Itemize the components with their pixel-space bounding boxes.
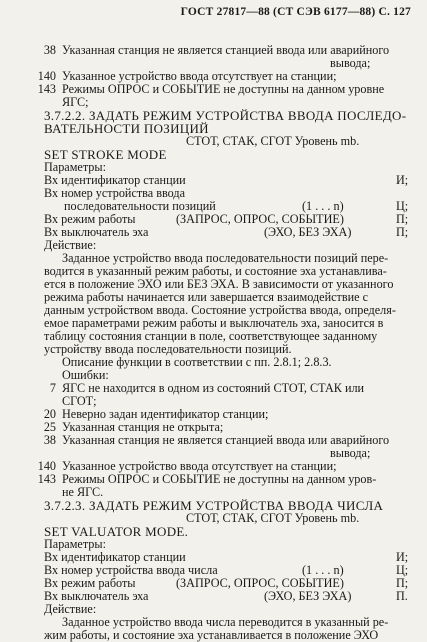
param-type: И; [396, 550, 409, 564]
param-range: (ЭХО, БЕЗ ЭХА) [264, 225, 352, 239]
function-name: SET STROKE MODE [44, 147, 167, 162]
action-text: устройству ввода последовательности позиций. [44, 342, 292, 356]
param-name: Вх номер устройства ввода [44, 186, 186, 200]
param-type: Ц; [396, 199, 409, 213]
error-code: 20 [43, 407, 56, 421]
error-text: ЯГС; [62, 95, 89, 109]
param-range: (1 . . . n) [302, 199, 344, 213]
page-content [0, 44, 427, 642]
function-name: SET VALUATOR MODE. [44, 524, 189, 539]
error-text: Указанное устройство ввода отсутствует на станции; [62, 69, 337, 83]
error-code: 7 [49, 381, 56, 395]
states-level: СТОТ, СТАК, СГОТ Уровень mb. [186, 134, 360, 148]
error-text: Указанное устройство ввода отсутствует на станции; [62, 459, 337, 473]
error-code: 140 [37, 69, 56, 83]
param-range: (ЗАПРОС, ОПРОС, СОБЫТИЕ) [176, 212, 344, 226]
param-type: П; [396, 212, 409, 226]
params-heading: Параметры: [44, 160, 106, 174]
action-text: данным устройством ввода. Состояние устройства ввода, определя- [44, 303, 396, 317]
param-name: Вх идентификатор станции [44, 550, 186, 564]
error-text: вывода; [330, 446, 371, 460]
error-text: Указанная станция не является станцией ввода или аварийного [62, 433, 390, 447]
error-text: Указанная станция не открыта; [62, 420, 224, 434]
param-type: П; [396, 576, 409, 590]
param-name: Вх идентификатор станции [44, 173, 186, 187]
error-code: 143 [37, 472, 56, 486]
function-description-ref: Описание функции в соответствии с пп. 2.8.1; 2.8.3. [62, 355, 332, 369]
states-level: СТОТ, СТАК, СГОТ Уровень mb. [186, 511, 360, 525]
params-heading: Параметры: [44, 537, 106, 551]
action-text: режима работы начинается или завершается взаимодействие с [44, 290, 368, 304]
action-text: ется в положение ЭХО или БЕЗ ЭХА. В зависимости от указанного [44, 277, 394, 291]
section-title: ВАТЕЛЬНОСТИ ПОЗИЦИЙ [44, 121, 209, 136]
error-text: СГОТ; [62, 394, 97, 408]
param-type: П; [396, 225, 409, 239]
action-text: Заданное устройство ввода числа переводится в указанный ре- [62, 615, 389, 629]
action-text: водится в указанный режим работы, и состояние эха устанавлива- [44, 264, 387, 278]
action-text: жим работы, и состояние эха устанавливается в положение ЭХО [44, 628, 379, 642]
action-heading: Действие: [44, 238, 97, 252]
param-type: И; [396, 173, 409, 187]
error-code: 140 [37, 459, 56, 473]
page-header: ГОСТ 27817—88 (СТ СЭВ 6177—88) С. 127 [180, 6, 411, 18]
error-text: Режимы ОПРОС и СОБЫТИЕ не доступны на данном уровне [62, 82, 385, 96]
param-name: Вх режим работы [44, 576, 136, 590]
action-text: Заданное устройство ввода последовательности позиций пере- [62, 251, 389, 265]
error-code: 143 [37, 82, 56, 96]
action-text: емое параметрами режим работы и выключатель эха, заносится в [44, 316, 384, 330]
error-text: не ЯГС. [62, 485, 104, 499]
error-text: Режимы ОПРОС и СОБЫТИЕ не доступны на данном уров- [62, 472, 377, 486]
errors-heading: Ошибки: [62, 368, 109, 382]
param-range: (1 . . . n) [302, 563, 344, 577]
param-type: Ц; [396, 563, 409, 577]
param-type: П. [396, 589, 408, 603]
error-code: 38 [43, 433, 56, 447]
error-text: ЯГС не находится в одном из состояний СТОТ, СТАК или [62, 381, 365, 395]
param-name: Вх номер устройства ввода числа [44, 563, 218, 577]
error-code: 38 [43, 43, 56, 57]
section-title: 3.7.2.3. ЗАДАТЬ РЕЖИМ УСТРОЙСТВА ВВОДА ЧИСЛА [44, 498, 384, 513]
error-text: вывода; [330, 56, 371, 70]
error-text: Неверно задан идентификатор станции; [62, 407, 269, 421]
param-name: Вх выключатель эха [44, 225, 149, 239]
param-name: последовательности позиций [64, 199, 216, 213]
error-text: Указанная станция не является станцией ввода или аварийного [62, 43, 390, 57]
action-text: таблицу состояния станции в поле, соответствующее заданному [44, 329, 378, 343]
param-range: (ЗАПРОС, ОПРОС, СОБЫТИЕ) [176, 576, 344, 590]
section-title: 3.7.2.2. ЗАДАТЬ РЕЖИМ УСТРОЙСТВА ВВОДА ПОСЛЕДО- [44, 108, 407, 123]
action-heading: Действие: [44, 602, 97, 616]
error-code: 25 [43, 420, 56, 434]
param-name: Вх выключатель эха [44, 589, 149, 603]
param-name: Вх режим работы [44, 212, 136, 226]
param-range: (ЭХО, БЕЗ ЭХА) [264, 589, 352, 603]
